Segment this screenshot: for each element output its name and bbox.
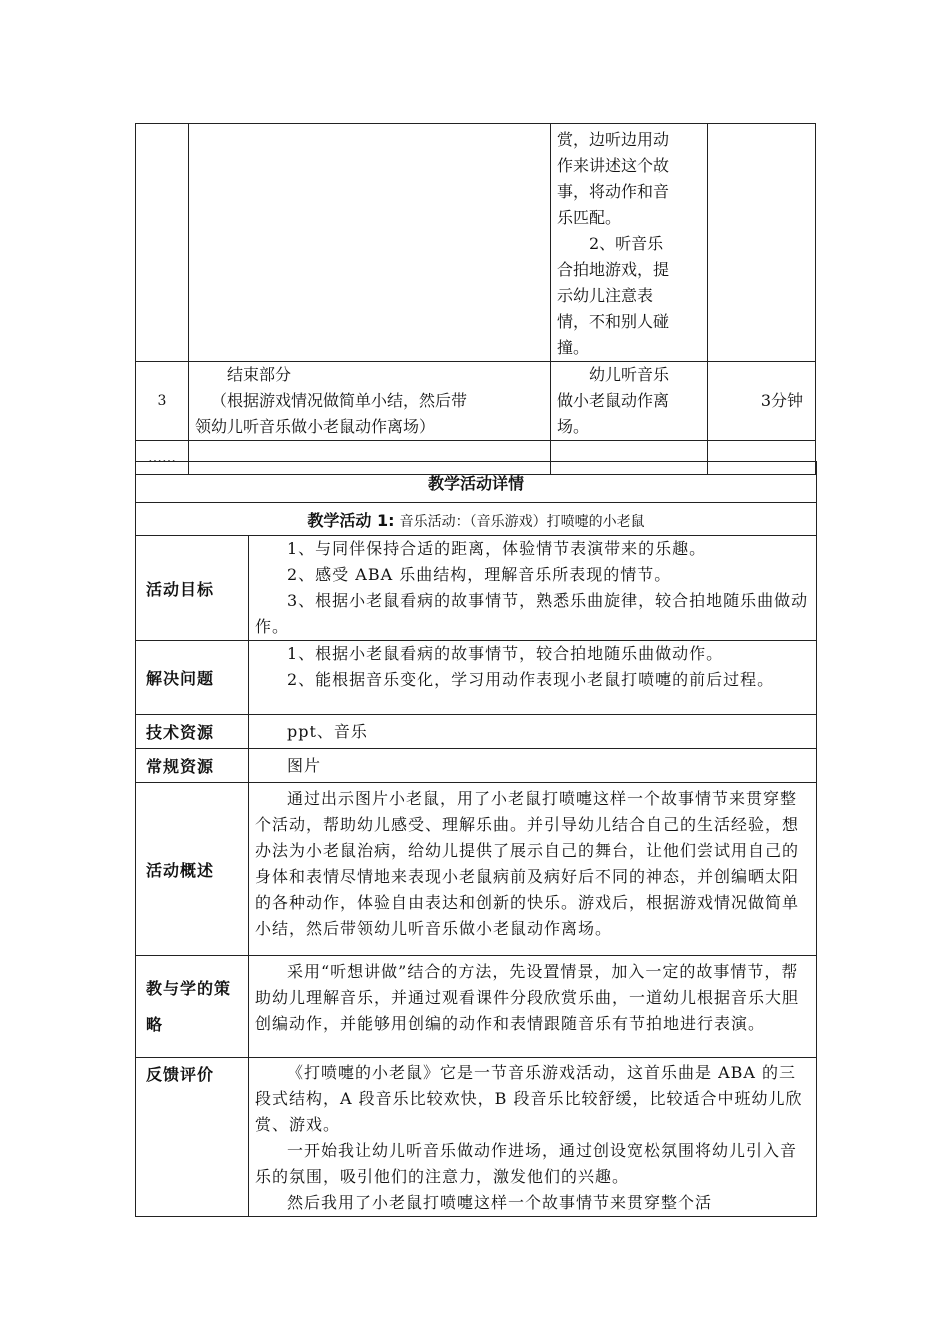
child-line: 作来讲述这个故: [557, 156, 670, 175]
row-content: [249, 641, 817, 715]
paragraph: ppt、音乐: [287, 721, 368, 741]
activity-label: 教学活动 1:: [307, 510, 395, 530]
paragraph: 然后我用了小老鼠打喷嚏这样一个故事情节来贯穿整个活: [287, 1193, 713, 1212]
paragraph: 图片: [287, 755, 322, 775]
table-row: [136, 362, 816, 441]
row-label: 反馈评价: [136, 1058, 249, 1217]
activity-detail-table: [135, 461, 817, 1217]
paragraph: 2、能根据音乐变化，学习用动作表现小老鼠打喷嚏的前后过程。: [287, 670, 775, 689]
table-row: [136, 749, 817, 783]
content-line: 结束部分: [227, 365, 292, 384]
activity-process-table: [135, 123, 816, 475]
child-line: 2、听音乐: [589, 234, 664, 253]
table-row: [136, 536, 817, 641]
child-line: 示幼儿注意表: [557, 286, 654, 305]
table-row: [136, 641, 817, 715]
table-row: [136, 956, 817, 1058]
row-label: 活动概述: [136, 783, 249, 956]
paragraph: 通过出示图片小老鼠，用了小老鼠打喷嚏这样一个故事情节来贯穿整个活动，帮助幼儿感受、理解乐曲。并引导幼儿结合自己的生活经验，想办法为小老鼠治病，给幼儿提供了展示自己的舞台，让他们尝试用自己的身体和表情尽情地来表现小老鼠病前及病好后不同的神态，并创编晒太阳的各种动作，体验自由表达和创新的快乐。游戏后，根据游戏情况做简单小结，然后带领幼儿听音乐做小老鼠动作离场。: [255, 789, 800, 938]
paragraph: 2、感受 ABA 乐曲结构，理解音乐所表现的情节。: [287, 565, 672, 584]
table-row: [136, 783, 817, 956]
activity-title: 音乐活动：（音乐游戏）打喷嚏的小老鼠: [399, 513, 645, 530]
content-cell: [189, 362, 551, 441]
row-label: 技术资源: [136, 715, 249, 749]
child-line: 情，不和别人碰: [557, 312, 670, 331]
child-line: 撞。: [557, 338, 590, 357]
paragraph: 《打喷嚏的小老鼠》它是一节音乐游戏活动，这首乐曲是 ABA 的三段式结构，A 段音乐比较欢快，B 段音乐比较舒缓，比较适合中班幼儿欣赏、游戏。: [255, 1063, 803, 1134]
row-label: 常规资源: [136, 749, 249, 783]
row-label: 活动目标: [136, 536, 249, 641]
row-content: [249, 715, 817, 749]
table-row: [136, 462, 817, 503]
child-line: 合拍地游戏，提: [557, 260, 670, 279]
step-number: 3: [136, 362, 189, 441]
num-cell: [136, 124, 189, 362]
child-line: 乐匹配。: [557, 208, 622, 227]
row-content: [249, 956, 817, 1058]
paragraph: 采用“听想讲做”结合的方法，先设置情景，加入一定的故事情节，帮助幼儿理解音乐，并通过观看课件分段欣赏乐曲，一道幼儿根据音乐大胆创编动作，并能够用创编的动作和表情跟随音乐有节拍地进行表演。: [255, 962, 800, 1033]
content-line: 领幼儿听音乐做小老鼠动作离场）: [195, 417, 436, 436]
activity-heading: [136, 503, 817, 536]
child-line: 场。: [557, 417, 590, 436]
table-row: [136, 124, 816, 362]
row-content: [249, 1058, 817, 1217]
content-line: （根据游戏情况做简单小结，然后带: [211, 391, 468, 410]
content-cell: [189, 124, 551, 362]
ellipsis: ……: [136, 441, 189, 475]
section-title: 教学活动详情: [136, 462, 817, 503]
child-line: 幼儿听音乐: [589, 365, 670, 384]
row-label: 教与学的策略: [136, 956, 249, 1058]
table-row: [136, 1058, 817, 1217]
child-activity-cell: [551, 362, 708, 441]
paragraph: 一开始我让幼儿听音乐做动作进场，通过创设宽松氛围将幼儿引入音乐的氛围，吸引他们的注意力，激发他们的兴趣。: [255, 1141, 798, 1186]
time-value: 3分钟: [708, 362, 816, 441]
table-row: [136, 715, 817, 749]
table-row: [136, 503, 817, 536]
time-cell: [708, 124, 816, 362]
row-content: [249, 783, 817, 956]
row-content: [249, 749, 817, 783]
child-line: 赏，边听边用动: [557, 130, 670, 149]
child-activity-cell: [551, 124, 708, 362]
row-label: 解决问题: [136, 641, 249, 715]
row-content: [249, 536, 817, 641]
child-line: 做小老鼠动作离: [557, 391, 670, 410]
paragraph: 1、与同伴保持合适的距离，体验情节表演带来的乐趣。: [287, 539, 707, 558]
paragraph: 1、根据小老鼠看病的故事情节，较合拍地随乐曲做动作。: [287, 644, 724, 663]
paragraph: 3、根据小老鼠看病的故事情节，熟悉乐曲旋律，较合拍地随乐曲做动作。: [255, 591, 809, 636]
child-line: 事，将动作和音: [557, 182, 670, 201]
